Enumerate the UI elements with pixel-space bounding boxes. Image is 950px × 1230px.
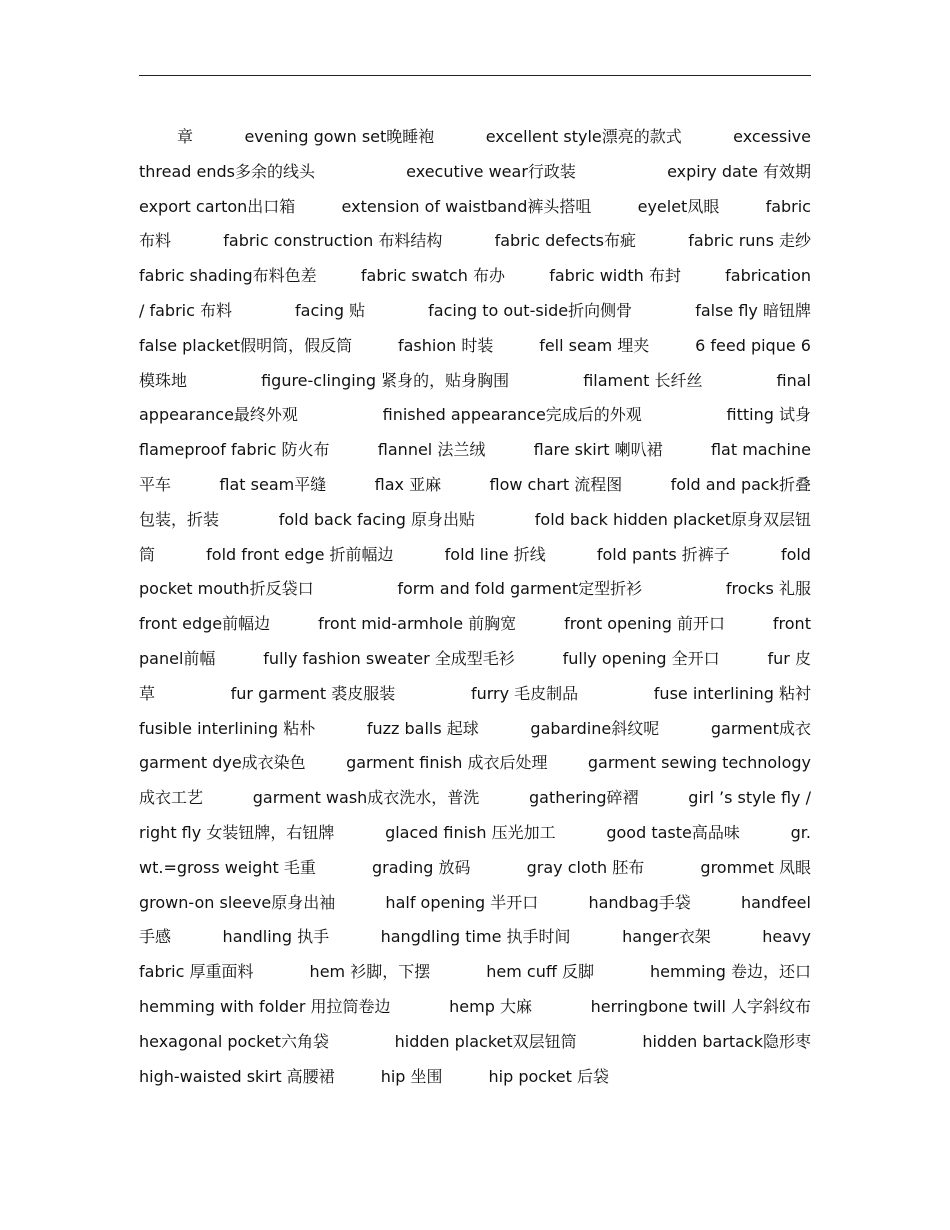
glossary-line bbox=[139, 294, 811, 329]
glossary-line bbox=[139, 364, 811, 399]
glossary-entry-text: fabric swatch 布办 bbox=[360, 266, 505, 286]
glossary-entry-text: fuse interlining 粘衬 bbox=[653, 683, 811, 703]
glossary-entry-text: high-waisted skirt 高腰裙 bbox=[139, 1066, 335, 1086]
glossary-entry-text: handfeel bbox=[740, 892, 811, 912]
glossary-entry-text: fold line 折线 bbox=[444, 544, 546, 564]
glossary-entry-text: front opening 前开口 bbox=[564, 614, 725, 634]
glossary-entry-text: flax 亚麻 bbox=[374, 474, 442, 494]
glossary-entry-text: fold bbox=[780, 544, 811, 564]
glossary-entry-text: pocket mouth折反袋口 bbox=[139, 579, 314, 599]
glossary-line bbox=[139, 886, 811, 921]
glossary-line bbox=[139, 851, 811, 886]
glossary-entry-text: flow chart 流程图 bbox=[489, 474, 623, 494]
glossary-entry-text: half opening 半开口 bbox=[385, 892, 539, 912]
glossary-entry-text: front mid-armhole 前胸宽 bbox=[318, 614, 517, 634]
glossary-line bbox=[139, 920, 811, 955]
glossary-entry-text: flat machine bbox=[710, 440, 811, 460]
glossary-entry-text: grommet 凤眼 bbox=[700, 857, 811, 877]
glossary-entry-text: garment wash成衣洗水，普洗 bbox=[252, 788, 480, 808]
glossary-entry-text: 草 bbox=[139, 683, 156, 703]
glossary-entry-text: grading 放码 bbox=[371, 857, 471, 877]
glossary-entry-text: handbag手袋 bbox=[588, 892, 691, 912]
glossary-entry-text: fully opening 全开口 bbox=[562, 648, 720, 668]
glossary-entry-text: final bbox=[776, 370, 811, 390]
glossary-line bbox=[139, 120, 811, 155]
glossary-entry-text: wt.=gross weight 毛重 bbox=[139, 857, 316, 877]
glossary-entry-text: fur 皮 bbox=[767, 648, 811, 668]
glossary-entry-text: frocks 礼服 bbox=[725, 579, 811, 599]
glossary-entry-text: fabric shading布料色差 bbox=[139, 266, 317, 286]
glossary-line bbox=[139, 503, 811, 538]
glossary-entry-text: panel前幅 bbox=[139, 648, 216, 668]
glossary-entry-text: fur garment 裘皮服装 bbox=[230, 683, 396, 703]
glossary-entry-text: fabric construction 布料结构 bbox=[223, 231, 443, 251]
glossary-entry-text: false placket假明筒，假反筒 bbox=[139, 335, 353, 355]
glossary-entry-text: hip 坐围 bbox=[380, 1066, 443, 1086]
glossary-entry-text: extension of waistband裤头搭咀 bbox=[341, 196, 592, 216]
glossary-entry-text: 包装，折装 bbox=[139, 509, 220, 529]
glossary-entry-text: hanger衣架 bbox=[622, 927, 711, 947]
glossary-entry-text: heavy bbox=[762, 927, 811, 947]
glossary-line bbox=[139, 642, 811, 677]
glossary-entry-text: evening gown set晚睡袍 bbox=[244, 127, 435, 146]
glossary-entry-text: fabric bbox=[765, 196, 811, 216]
glossary-line bbox=[139, 538, 811, 573]
glossary-line bbox=[139, 781, 811, 816]
glossary-entry-text: 平车 bbox=[139, 474, 172, 494]
glossary-entry-text: hidden placket双层钮筒 bbox=[394, 1031, 577, 1051]
glossary-entry-text: glaced finish 压光加工 bbox=[385, 822, 556, 842]
glossary-entry-text: furry 毛皮制品 bbox=[470, 683, 579, 703]
glossary-entry-text: form and fold garment定型折衫 bbox=[397, 579, 643, 599]
glossary-entry-text: good taste高品味 bbox=[606, 822, 740, 842]
glossary-line bbox=[139, 746, 811, 781]
glossary-line bbox=[139, 398, 811, 433]
glossary-entry-text: fold front edge 折前幅边 bbox=[206, 544, 394, 564]
glossary-entry-text: girl ’s style fly / bbox=[688, 788, 811, 808]
glossary-line bbox=[139, 190, 811, 225]
glossary-entry-text: export carton出口箱 bbox=[139, 196, 296, 216]
glossary-entry-text: executive wear行政装 bbox=[406, 161, 576, 181]
glossary-line bbox=[139, 224, 811, 259]
glossary-entry-text: thread ends多余的线头 bbox=[139, 161, 316, 181]
glossary-line bbox=[139, 1060, 811, 1095]
glossary-entry-text: fold and pack折叠 bbox=[670, 474, 811, 494]
glossary-line bbox=[139, 572, 811, 607]
glossary-entry-text: garment finish 成衣后处理 bbox=[346, 753, 548, 773]
glossary-entry-text: 手感 bbox=[139, 927, 172, 947]
glossary-entry-text: fully fashion sweater 全成型毛衫 bbox=[263, 648, 515, 668]
glossary-entry-text: grown-on sleeve原身出袖 bbox=[139, 892, 336, 912]
glossary-entry-text: garment dye成衣染色 bbox=[139, 753, 306, 773]
glossary-entry-text: filament 长纤丝 bbox=[583, 370, 703, 390]
glossary-entry-text: flameproof fabric 防火布 bbox=[139, 440, 330, 460]
glossary-entry-text: false fly 暗钮牌 bbox=[695, 300, 811, 320]
glossary-line bbox=[139, 329, 811, 364]
glossary-line bbox=[139, 677, 811, 712]
glossary-entry-text: flat seam平缝 bbox=[219, 474, 327, 494]
glossary-entry-text: flannel 法兰绒 bbox=[377, 440, 486, 460]
glossary-line bbox=[139, 955, 811, 990]
glossary-entry-text: front edge前幅边 bbox=[139, 614, 271, 634]
glossary-entry-text: garment成衣 bbox=[710, 718, 811, 738]
glossary-entry-text: eyelet凤眼 bbox=[637, 196, 720, 216]
glossary-text-block bbox=[139, 120, 811, 1094]
glossary-entry-text: 成衣工艺 bbox=[139, 788, 204, 808]
glossary-line bbox=[139, 607, 811, 642]
glossary-entry-text: fitting 试身 bbox=[726, 405, 811, 425]
glossary-entry-text: fusible interlining 粘朴 bbox=[139, 718, 316, 738]
glossary-entry-text: fabric 厚重面料 bbox=[139, 962, 254, 982]
glossary-line bbox=[139, 155, 811, 190]
glossary-entry-text: excessive bbox=[733, 127, 811, 146]
glossary-entry-text: right fly 女装钮牌，右钮牌 bbox=[139, 822, 335, 842]
glossary-entry-text: gathering碎褶 bbox=[529, 788, 639, 808]
glossary-line bbox=[139, 816, 811, 851]
glossary-entry-text: hangdling time 执手时间 bbox=[380, 927, 571, 947]
glossary-entry-text: fabric runs 走纱 bbox=[688, 231, 811, 251]
glossary-entry-text: fold back hidden placket原身双层钮 bbox=[534, 509, 811, 529]
glossary-entry-text: facing to out-side折向侧骨 bbox=[428, 300, 633, 320]
glossary-entry-text: fabric defects布疵 bbox=[494, 231, 636, 251]
glossary-entry-text: fold pants 折裤子 bbox=[596, 544, 730, 564]
glossary-entry-text: gr. bbox=[790, 822, 811, 842]
glossary-entry-text: appearance最终外观 bbox=[139, 405, 298, 425]
glossary-entry-text: fell seam 埋夹 bbox=[539, 335, 650, 355]
glossary-entry-text: herringbone twill 人字斜纹布 bbox=[590, 996, 811, 1016]
glossary-entry-text: facing 贴 bbox=[295, 300, 366, 320]
glossary-line bbox=[139, 468, 811, 503]
glossary-entry-text: 布料 bbox=[139, 231, 172, 251]
glossary-entry-text: garment sewing technology bbox=[587, 753, 811, 773]
header-rule bbox=[139, 75, 811, 76]
glossary-entry-text: hemp 大麻 bbox=[449, 996, 532, 1016]
glossary-entry-text: 筒 bbox=[139, 544, 156, 564]
glossary-line bbox=[139, 1025, 811, 1060]
glossary-entry-text: handling 执手 bbox=[222, 927, 330, 947]
glossary-entry-text: flare skirt 喇叭裙 bbox=[533, 440, 663, 460]
glossary-entry-text: excellent style漂亮的款式 bbox=[485, 127, 682, 146]
glossary-entry-text: figure-clinging 紧身的，贴身胸围 bbox=[261, 370, 510, 390]
glossary-entry-text: gray cloth 胚布 bbox=[526, 857, 645, 877]
glossary-entry-text: fold back facing 原身出贴 bbox=[278, 509, 476, 529]
glossary-entry-text: hemming with folder 用拉筒卷边 bbox=[139, 996, 391, 1016]
glossary-entry-text: fabrication bbox=[725, 266, 811, 286]
glossary-entry-text: finished appearance完成后的外观 bbox=[382, 405, 642, 425]
glossary-entry-text: hem 衫脚，下摆 bbox=[309, 962, 431, 982]
glossary-line bbox=[139, 433, 811, 468]
glossary-entry-text: 6 feed pique 6 bbox=[695, 335, 811, 355]
glossary-entry-text: hemming 卷边，还口 bbox=[650, 962, 811, 982]
glossary-entry-text: hip pocket 后袋 bbox=[488, 1066, 610, 1086]
glossary-line bbox=[139, 990, 811, 1025]
glossary-entry-text: 章 bbox=[177, 127, 194, 146]
glossary-entry-text: gabardine斜纹呢 bbox=[530, 718, 660, 738]
glossary-entry-text: hem cuff 反脚 bbox=[486, 962, 594, 982]
glossary-entry-text: 模珠地 bbox=[139, 370, 188, 390]
glossary-line bbox=[139, 712, 811, 747]
glossary-entry-text: fabric width 布封 bbox=[549, 266, 681, 286]
glossary-entry-text: front bbox=[772, 614, 811, 634]
glossary-entry-text: expiry date 有效期 bbox=[667, 161, 811, 181]
glossary-entry-text: fuzz balls 起球 bbox=[366, 718, 479, 738]
glossary-entry-text: / fabric 布料 bbox=[139, 300, 232, 320]
glossary-entry-text: fashion 时装 bbox=[397, 335, 494, 355]
glossary-entry-text: hexagonal pocket六角袋 bbox=[139, 1031, 329, 1051]
glossary-entry-text: hidden bartack隐形枣 bbox=[642, 1031, 811, 1051]
glossary-line bbox=[139, 259, 811, 294]
